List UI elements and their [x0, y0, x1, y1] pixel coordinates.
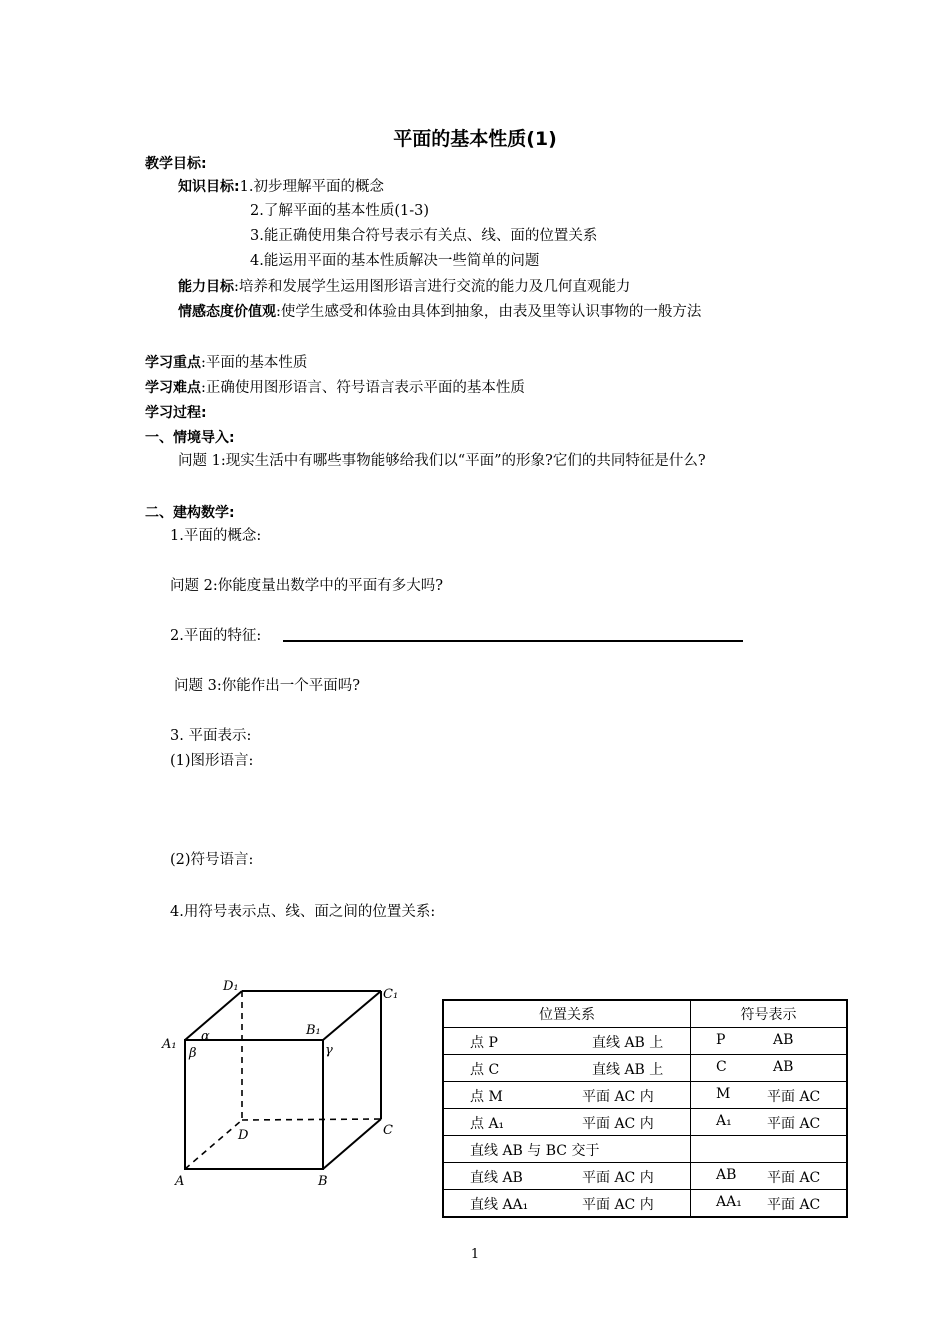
symbol-subject: A₁	[716, 1113, 732, 1129]
page-title: 平面的基本性质(1)	[393, 128, 557, 150]
table-row	[443, 1136, 847, 1163]
label-d1: D₁	[223, 979, 239, 994]
symbol-cell	[691, 1190, 848, 1218]
symbol-cell	[691, 1136, 848, 1163]
table-row	[443, 1163, 847, 1190]
edge-d-c-hidden	[242, 1119, 381, 1120]
plane-feature: 2.平面的特征:	[170, 628, 262, 644]
table-row	[443, 1028, 847, 1055]
knowledge-label: 知识目标:	[178, 179, 240, 195]
symbol-cell	[691, 1028, 848, 1055]
knowledge-item-4: 4.能运用平面的基本性质解决一些简单的问题	[250, 253, 540, 269]
position-subject: 直线 AA₁	[470, 1197, 529, 1213]
position-cell	[443, 1028, 691, 1055]
objectives-heading: 教学目标:	[145, 156, 207, 172]
difficulty-row	[145, 377, 525, 398]
table-row	[443, 1055, 847, 1082]
ability-objective-row	[178, 276, 630, 297]
knowledge-objective-row	[178, 176, 384, 197]
symbol-subject: P	[716, 1032, 726, 1048]
cube-diagram	[155, 970, 415, 1195]
edge-a-d-hidden	[185, 1120, 242, 1169]
table-header-row	[443, 1000, 847, 1028]
position-object: 平面 AC 内	[582, 1116, 654, 1132]
symbol-cell	[691, 1109, 848, 1136]
label-alpha: α	[201, 1029, 210, 1044]
knowledge-item-1: 1.初步理解平面的概念	[239, 179, 384, 195]
page-number: 1	[470, 1247, 480, 1262]
table-row	[443, 1082, 847, 1109]
position-subject: 直线 AB 与 BC 交于	[470, 1143, 600, 1159]
answer-blank-line	[283, 640, 743, 642]
edge-b-c	[323, 1119, 381, 1169]
label-a1: A₁	[162, 1037, 177, 1052]
position-object: 平面 AC 内	[582, 1089, 654, 1105]
label-c1: C₁	[383, 987, 399, 1002]
label-gamma: γ	[325, 1043, 333, 1058]
focus-text: :平面的基本性质	[201, 355, 308, 371]
plane-representation: 3. 平面表示:	[170, 728, 252, 744]
label-d: D	[238, 1128, 249, 1143]
position-cell	[443, 1109, 691, 1136]
position-subject: 点 C	[470, 1062, 500, 1078]
difficulty-text: :正确使用图形语言、符号语言表示平面的基本性质	[201, 380, 525, 396]
symbol-object: 平面 AC	[767, 1116, 821, 1132]
symbol-subject: C	[716, 1059, 727, 1075]
position-cell	[443, 1082, 691, 1109]
knowledge-item-2: 2.了解平面的基本性质(1-3)	[250, 203, 429, 219]
graphic-language: (1)图形语言:	[170, 753, 254, 769]
header-symbol: 符号表示	[691, 1000, 848, 1028]
plane-concept: 1.平面的概念:	[170, 528, 262, 544]
position-cell	[443, 1136, 691, 1163]
symbol-subject: AB	[716, 1167, 737, 1183]
label-beta: β	[189, 1046, 197, 1061]
symbol-subject: M	[716, 1086, 731, 1102]
symbol-cell	[691, 1082, 848, 1109]
symbol-subject: AA₁	[716, 1194, 742, 1210]
question-2: 问题 2:你能度量出数学中的平面有多大吗?	[170, 578, 443, 594]
symbol-object: AB	[773, 1059, 794, 1075]
focus-label: 学习重点	[145, 355, 201, 371]
position-object: 直线 AB 上	[592, 1035, 664, 1051]
question-1: 问题 1:现实生活中有哪些事物能够给我们以“平面”的形象?它们的共同特征是什么?	[178, 453, 706, 469]
label-a: A	[175, 1174, 185, 1189]
symbol-object: 平面 AC	[767, 1089, 821, 1105]
label-b1: B₁	[306, 1023, 321, 1038]
edge-b1-c1	[323, 991, 381, 1040]
focus-row	[145, 352, 307, 373]
label-b: B	[318, 1174, 328, 1189]
section1-heading: 一、情境导入:	[145, 430, 235, 446]
cube-front-face	[185, 1040, 323, 1169]
process-heading: 学习过程:	[145, 405, 207, 421]
position-relation-table	[442, 999, 848, 1218]
emotion-label: 情感态度价值观	[178, 304, 276, 320]
symbol-cell	[691, 1055, 848, 1082]
section2-heading: 二、建构数学:	[145, 505, 235, 521]
ability-label: 能力目标	[178, 279, 234, 295]
position-object: 直线 AB 上	[592, 1062, 664, 1078]
position-subject: 直线 AB	[470, 1170, 523, 1186]
position-relation-heading: 4.用符号表示点、线、面之间的位置关系:	[170, 904, 436, 920]
position-subject: 点 M	[470, 1089, 503, 1105]
header-position-relation: 位置关系	[443, 1000, 691, 1028]
edge-a1-d1	[185, 991, 242, 1040]
position-cell	[443, 1163, 691, 1190]
knowledge-item-3: 3.能正确使用集合符号表示有关点、线、面的位置关系	[250, 228, 598, 244]
label-c: C	[383, 1123, 393, 1138]
position-subject: 点 A₁	[470, 1116, 505, 1132]
question-3: 问题 3:你能作出一个平面吗?	[174, 678, 360, 694]
symbol-object: AB	[773, 1032, 794, 1048]
table-row	[443, 1190, 847, 1218]
symbol-object: 平面 AC	[767, 1197, 821, 1213]
table-row	[443, 1109, 847, 1136]
symbolic-language: (2)符号语言:	[170, 852, 254, 868]
position-object: 平面 AC 内	[582, 1197, 654, 1213]
emotion-text: :使学生感受和体验由具体到抽象，由表及里等认识事物的一般方法	[276, 304, 702, 320]
position-cell	[443, 1055, 691, 1082]
position-object: 平面 AC 内	[582, 1170, 654, 1186]
symbol-cell	[691, 1163, 848, 1190]
ability-text: :培养和发展学生运用图形语言进行交流的能力及几何直观能力	[234, 279, 631, 295]
difficulty-label: 学习难点	[145, 380, 201, 396]
position-subject: 点 P	[470, 1035, 498, 1051]
emotion-objective-row	[178, 301, 701, 322]
position-cell	[443, 1190, 691, 1218]
symbol-object: 平面 AC	[767, 1170, 821, 1186]
